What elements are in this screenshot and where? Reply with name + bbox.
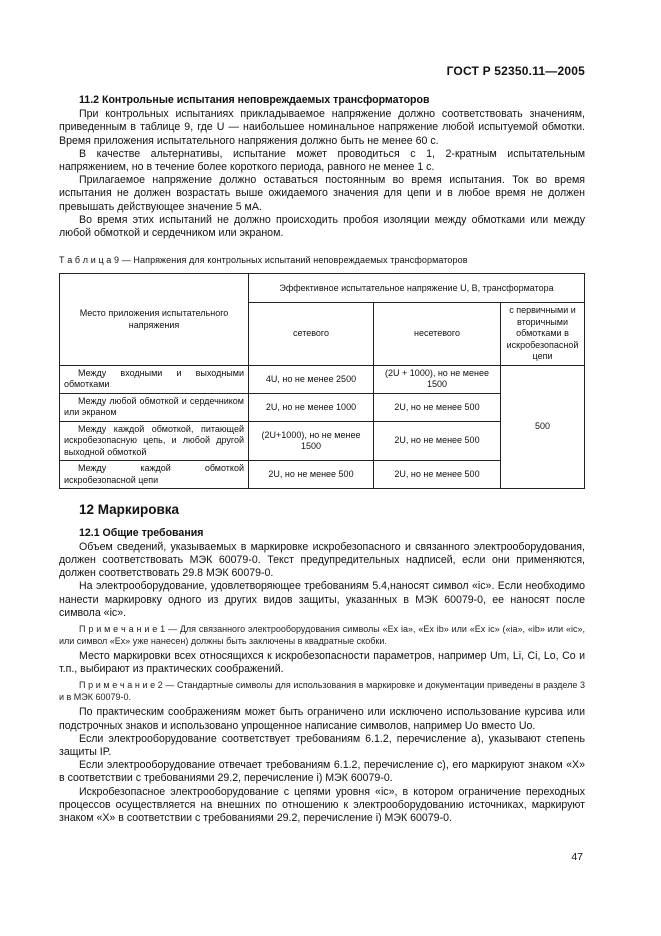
paragraph: В качестве альтернативы, испытание может проводиться с 1, 2-кратным испытательным напряжением, но в течение более короткого периода, равного не менее 1 с. (59, 147, 585, 174)
col-header-nonmains: несетевого (374, 303, 501, 366)
paragraph: При контрольных испытаниях прикладываемое напряжение должно соответствовать значениям, приведенным в таблице 9, где U — наибольшее номинальное напряжение любой испытуемой обмотки. Время приложения испытательного напряжения должно быть не менее 60 с. (59, 108, 585, 147)
paragraph: Во время этих испытаний не должно происходить пробоя изоляции между обмотками или между любой обмоткой и сердечником или экраном. (59, 213, 585, 240)
cell-nonmains: 2U, но не менее 500 (374, 461, 501, 489)
cell-place: Между входными и выходными обмотками (60, 365, 249, 393)
col-header-isolated: с первичными и вторичными обмотками в искробезопасной цепи (501, 303, 585, 366)
cell-place: Между любой обмоткой и сердечником или экраном (60, 393, 249, 421)
paragraph: Если электрооборудование отвечает требованиям 6.1.2, перечисление c), его маркируют знаком «X» в соответствии с требованиями 29.2, перечисление i) МЭК 60079-0. (59, 759, 585, 785)
table-row (60, 365, 585, 393)
document-id: ГОСТ Р 52350.11—2005 (446, 64, 585, 78)
section-11-2-heading: 11.2 Контрольные испытания неповреждаемых трансформаторов (79, 94, 430, 106)
cell-nonmains: (2U + 1000), но не менее 1500 (374, 365, 501, 393)
page-number: 47 (571, 851, 583, 863)
paragraph: Искробезопасное электрооборудование с цепями уровня «ic», в котором ограничение переходных процессов осуществляется на внешних по отношению к электрооборудованию источниках, маркируют знаком «X» в соответствии с требованиями 29.2, перечисление i) МЭК 60079-0. (59, 785, 585, 825)
cell-place: Между каждой обмоткой, питающей искробезопасную цепь, и любой другой выходной обмоткой (60, 421, 249, 461)
cell-mains: 2U, но не менее 500 (249, 461, 374, 489)
paragraph: На электрооборудование, удовлетворяющее требованиям 5.4,наносят символ «ic». Если необходимо нанести маркировку одного из других видов защиты, указанных в МЭК 60079-0, ее наносят после символа «ic». (59, 580, 585, 619)
cell-mains: (2U+1000), но не менее 1500 (249, 421, 374, 461)
col-header-place: Место приложения испытательного напряжения (60, 274, 249, 366)
table-9 (59, 273, 585, 489)
cell-place: Между каждой обмоткой искробезопасной цепи (60, 461, 249, 489)
col-header-mains: сетевого (249, 303, 374, 366)
section-12-1-heading: 12.1 Общие требования (79, 526, 204, 539)
paragraph: Объем сведений, указываемых в маркировке искробезопасного и связанного электрооборудования, должен соответствовать МЭК 60079-0. Текст предупредительных надписей, если они применяются, должен соответствовать 29.8 МЭК 60079-0. (59, 540, 585, 580)
note-2: П р и м е ч а н и е 2 — Стандартные символы для использования в маркировке и документации приведены в разделе 3 и в МЭК 60079-0. (59, 680, 585, 703)
cell-mains: 2U, но не менее 1000 (249, 393, 374, 421)
paragraph: По практическим соображениям может быть ограничено или исключено использование курсива или подстрочных знаков и использовано упрощенное написание символов, например Uo вместо Uo. (59, 706, 585, 732)
paragraph: Место маркировки всех относящихся к искробезопасности параметров, например Um, Li, Ci, Lo, Co и т.п., выбирают из практических соображений. (59, 650, 585, 676)
table-9-caption: Т а б л и ц а 9 — Напряжения для контрольных испытаний неповреждаемых трансформаторов (59, 255, 468, 266)
section-12-heading: 12 Маркировка (79, 502, 180, 518)
cell-mains: 4U, но не менее 2500 (249, 365, 374, 393)
paragraph: Если электрооборудование соответствует требованиям 6.1.2, перечисление a), указывают степень защиты IP. (59, 732, 585, 759)
cell-nonmains: 2U, но не менее 500 (374, 421, 501, 461)
col-header-group: Эффективное испытательное напряжение U, В, трансформатора (249, 274, 585, 303)
cell-nonmains: 2U, но не менее 500 (374, 393, 501, 421)
cell-isolated: 500 (501, 365, 585, 489)
paragraph: Прилагаемое напряжение должно оставаться постоянным во время испытания. Ток во время испытания не должен возрастать выше ожидаемого значения для цепи и в любое время не должен превышать действующее значение 5 мА. (59, 174, 585, 213)
note-1: П р и м е ч а н и е 1 — Для связанного электрооборудования символы «Ex ia», «Ex ib» или «Ex ic» («ia», «ib» или «ic», или символ «Ex» уже нанесен) должны быть заключены в квадратные скобки. (59, 624, 585, 647)
page-content (59, 94, 585, 825)
